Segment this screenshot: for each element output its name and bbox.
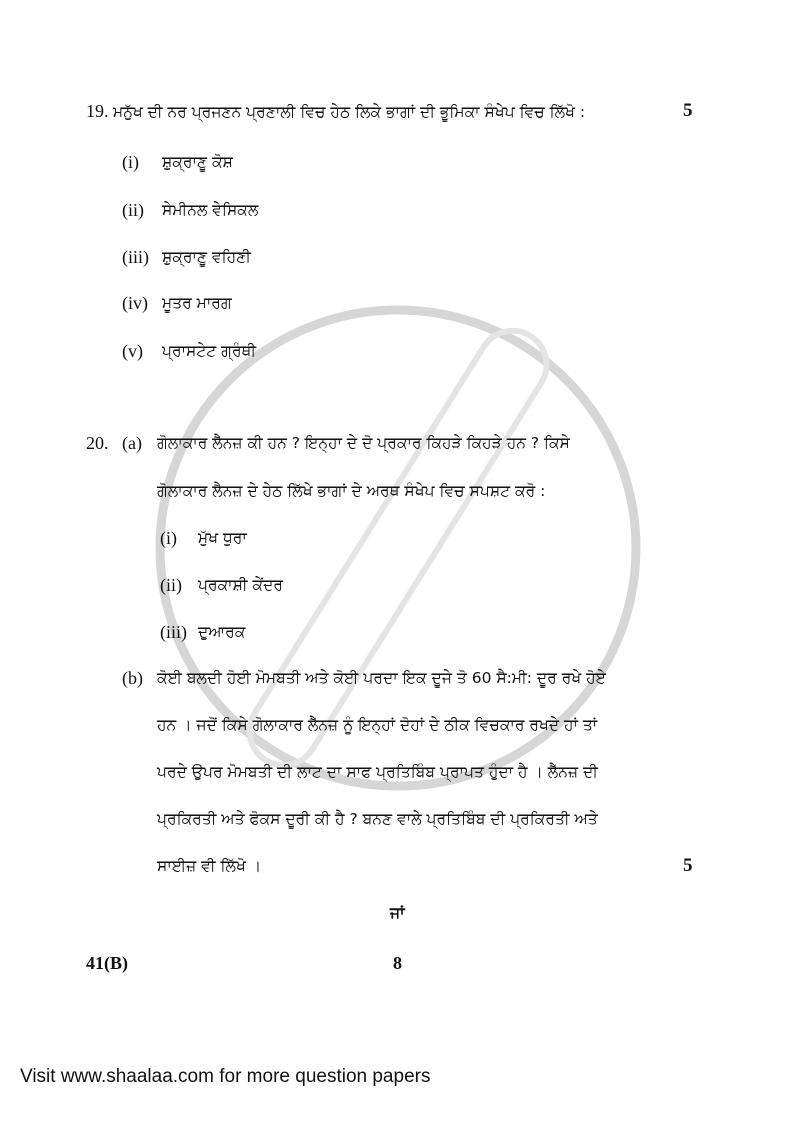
page-number: 8: [393, 953, 402, 973]
q19-number: 19.: [86, 101, 109, 121]
q20a-item-label: (i): [160, 528, 177, 548]
q20b-label: (b): [122, 668, 143, 688]
q20-number: 20.: [86, 433, 109, 453]
q19-item-text: ਪ੍ਰਾਸਟੇਟ ਗ੍ਰੰਥੀ: [162, 342, 257, 360]
q20a-item-text: ਮੁੱਖ ਧੁਰਾ: [198, 529, 247, 547]
q19-item-label: (v): [122, 341, 143, 361]
q20b-line: ਪਰਦੇ ਉਪਰ ਮੋਮਬਤੀ ਦੀ ਲਾਟ ਦਾ ਸਾਫ ਪ੍ਰਤਿਬਿੰਬ ਪ੍ਰਾਪਤ ਹੁੰਦਾ ਹੈ । ਲੈੱਨਜ਼ ਦੀ: [157, 763, 598, 781]
q19-item-label: (iii): [122, 247, 149, 267]
q20b-marks: 5: [683, 855, 693, 876]
q19-marks: 5: [683, 100, 693, 121]
q19-item-text: ਸੇਮੀਨਲ ਵੇਸਿਕਲ: [162, 201, 259, 219]
q20a-label: (a): [122, 433, 142, 453]
q19-item-label: (i): [122, 152, 139, 172]
paper-code: 41(B): [86, 953, 128, 973]
q19-item-label: (iv): [122, 293, 148, 313]
q19-item-label: (ii): [122, 200, 144, 220]
q20a-item-text: ਦੁਆਰਕ: [198, 623, 246, 641]
q20a-line: ਗੋਲਾਕਾਰ ਲੈੱਨਜ਼ ਕੀ ਹਨ ? ਇਨ੍ਹਾ ਦੇ ਦੋ ਪ੍ਰਕਾਰ ਕਿਹੜੇ ਕਿਹੜੇ ਹਨ ? ਕਿਸੇ: [157, 434, 570, 452]
q20b-line: ਹਨ । ਜਦੋਂ ਕਿਸੇ ਗੋਲਾਕਾਰ ਲੈੱਨਜ਼ ਨੂੰ ਇਨ੍ਹਾਂ ਦੋਹਾਂ ਦੇ ਠੀਕ ਵਿਚਕਾਰ ਰਖਦੇ ਹਾਂ ਤਾਂ: [157, 716, 598, 734]
q20b-line: ਪ੍ਰਕਿਰਤੀ ਅਤੇ ਫੋਕਸ ਦੂਰੀ ਕੀ ਹੈ ? ਬਨਣ ਵਾਲੇ ਪ੍ਰਤਿਬਿੰਬ ਦੀ ਪ੍ਰਕਿਰਤੀ ਅਤੇ: [157, 810, 598, 828]
q20a-line: ਗੋਲਾਕਾਰ ਲੈਨਜ਼ ਦੇ ਹੇਠ ਲਿੱਖੇ ਭਾਗਾਂ ਦੇ ਅਰਥ ਸੰਖੇਪ ਵਿਚ ਸਪਸ਼ਟ ਕਰੋ :: [157, 482, 546, 500]
q19-item-text: ਸ਼ੁਕ੍ਰਾਣੂ ਕੋਸ਼: [162, 153, 233, 171]
q19-item-text: ਸ਼ੁਕ੍ਰਾਣੂ ਵਹਿਣੀ: [162, 248, 251, 266]
q20a-item-label: (ii): [160, 575, 182, 595]
q20b-line: ਕੋਈ ਬਲਦੀ ਹੋਈ ਮੋਮਬਤੀ ਅਤੇ ਕੋਈ ਪਰਦਾ ਇਕ ਦੂਜੇ ਤੋ 60 ਸੈ:ਮੀ: ਦੂਰ ਰਖੇ ਹੋਏ: [157, 669, 606, 687]
q20a-item-text: ਪ੍ਰਕਾਸ਼ੀ ਕੇਂਦਰ: [198, 576, 283, 594]
q20a-item-label: (iii): [160, 622, 187, 642]
q19-text: ਮਨੁੱਖ ਦੀ ਨਰ ਪ੍ਰਜਣਨ ਪ੍ਰਣਾਲੀ ਵਿਚ ਹੇਠ ਲਿਕੇ ਭਾਗਾਂ ਦੀ ਭੂਮਿਕਾ ਸੰਖੇਪ ਵਿਚ ਲਿੱਖੋ :: [113, 103, 586, 121]
or-separator: ਜਾਂ: [390, 904, 405, 922]
q19-item-text: ਮੂਤਰ ਮਾਰਗ: [162, 294, 232, 312]
shaalaa-banner-link[interactable]: Visit www.shaalaa.com for more question papers: [20, 1066, 431, 1087]
q20b-line: ਸਾਈਜ਼ ਵੀ ਲਿੱਖੋ ।: [157, 857, 262, 875]
